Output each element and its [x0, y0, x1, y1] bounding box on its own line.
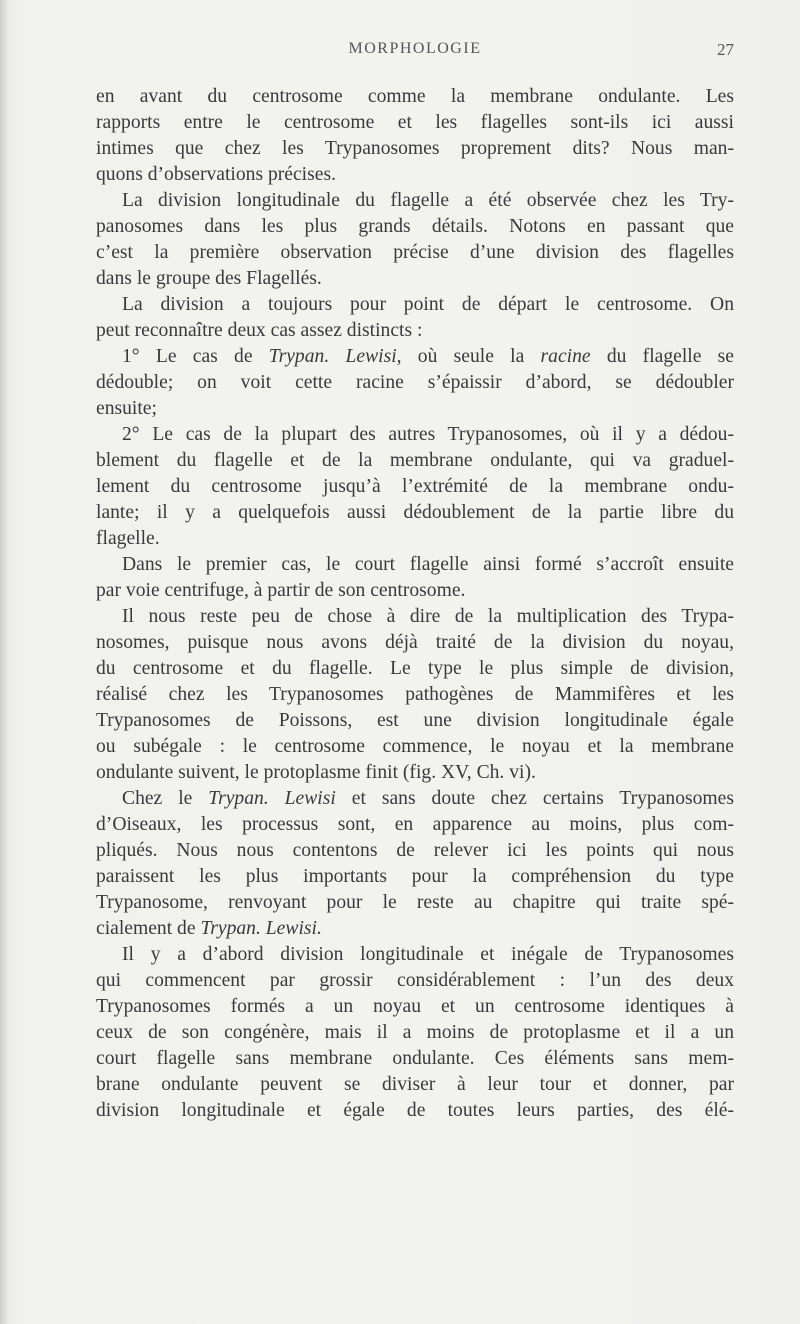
text-span: cialement de	[96, 918, 201, 939]
text-line: réalisé chez les Trypanosomes pathogènes de Mammifères et les	[96, 684, 734, 705]
text-line: rapports entre le centrosome et les flagelles sont-ils ici aussi	[96, 112, 734, 133]
page-number: 27	[717, 40, 734, 59]
text-span: 1° Le cas de	[122, 346, 269, 367]
text-line	[96, 786, 734, 812]
text-line: peut reconnaître deux cas assez distincts :	[96, 320, 423, 341]
page-spine-shadow	[0, 0, 8, 1324]
text-line: Il y a d’abord division longitudinale et inégale de Trypanosomes	[122, 944, 734, 965]
text-line: La division longitudinale du flagelle a été observée chez les Try-	[122, 190, 734, 211]
running-head: MORPHOLOGIE	[348, 40, 482, 57]
text-span: et sans doute chez certains Trypanosomes	[335, 788, 734, 809]
text-line	[96, 916, 734, 942]
text-line: flagelle.	[96, 528, 160, 549]
text-line: ceux de son congénère, mais il a moins de protoplasme et il a un	[96, 1022, 734, 1043]
body-text	[96, 84, 734, 1124]
text-line: qui commencent par grossir considérablement : l’un des deux	[96, 970, 734, 991]
text-line: par voie centrifuge, à partir de son centrosome.	[96, 580, 466, 601]
text-line: Trypanosomes de Poissons, est une division longitudinale égale	[96, 710, 734, 731]
text-line: Dans le premier cas, le court flagelle ainsi formé s’accroît ensuite	[122, 554, 734, 575]
text-line: panosomes dans les plus grands détails. Notons en passant que	[96, 216, 734, 237]
text-span: Chez le	[122, 788, 209, 809]
text-line: court flagelle sans membrane ondulante. Ces éléments sans mem-	[96, 1048, 734, 1069]
text-line: Trypanosomes formés a un noyau et un centrosome identiques à	[96, 996, 734, 1017]
text-line: pliqués. Nous nous contentons de relever ici les points qui nous	[96, 840, 734, 861]
italic-span: Trypan. Lewisi,	[268, 346, 402, 367]
text-line: lante; il y a quelquefois aussi dédoublement de la partie libre du	[96, 502, 734, 523]
text-line: quons d’observations précises.	[96, 164, 336, 185]
text-line: ondulante suivent, le protoplasme finit (fig. XV, Ch. vi).	[96, 762, 536, 783]
text-line: dédouble; on voit cette racine s’épaissir d’abord, se dédoubler	[96, 372, 734, 393]
text-line: brane ondulante peuvent se diviser à leur tour et donner, par	[96, 1074, 734, 1095]
text-line: en avant du centrosome comme la membrane ondulante. Les	[96, 86, 734, 107]
text-line: du centrosome et du flagelle. Le type le plus simple de division,	[96, 658, 734, 679]
italic-span: Trypan. Lewisi.	[200, 918, 322, 939]
text-line: La division a toujours pour point de départ le centrosome. On	[122, 294, 734, 315]
page-header	[96, 40, 734, 66]
text-line: lement du centrosome jusqu’à l’extrémité de la membrane ondu-	[96, 476, 734, 497]
text-line: c’est la première observation précise d’une division des flagelles	[96, 242, 734, 263]
text-line: intimes que chez les Trypanosomes proprement dits? Nous man-	[96, 138, 734, 159]
text-line: Il nous reste peu de chose à dire de la multiplication des Trypa-	[122, 606, 734, 627]
text-line	[96, 344, 734, 370]
text-line: dans le groupe des Flagellés.	[96, 268, 322, 289]
text-line: ensuite;	[96, 398, 157, 419]
text-line: 2° Le cas de la plupart des autres Trypanosomes, où il y a dédou-	[122, 424, 734, 445]
text-line: Trypanosome, renvoyant pour le reste au chapitre qui traite spé-	[96, 892, 734, 913]
text-span: du flagelle se	[590, 346, 734, 367]
text-line: nosomes, puisque nous avons déjà traité de la division du noyau,	[96, 632, 734, 653]
text-line: paraissent les plus importants pour la compréhension du type	[96, 866, 734, 887]
text-line: division longitudinale et égale de toutes leurs parties, des élé-	[96, 1100, 734, 1121]
text-line: d’Oiseaux, les processus sont, en apparence au moins, plus com-	[96, 814, 734, 835]
text-span: où seule la	[401, 346, 541, 367]
italic-span: racine	[540, 346, 591, 367]
text-line: blement du flagelle et de la membrane ondulante, qui va graduel-	[96, 450, 734, 471]
text-line: ou subégale : le centrosome commence, le noyau et la membrane	[96, 736, 734, 757]
italic-span: Trypan. Lewisi	[208, 788, 336, 809]
